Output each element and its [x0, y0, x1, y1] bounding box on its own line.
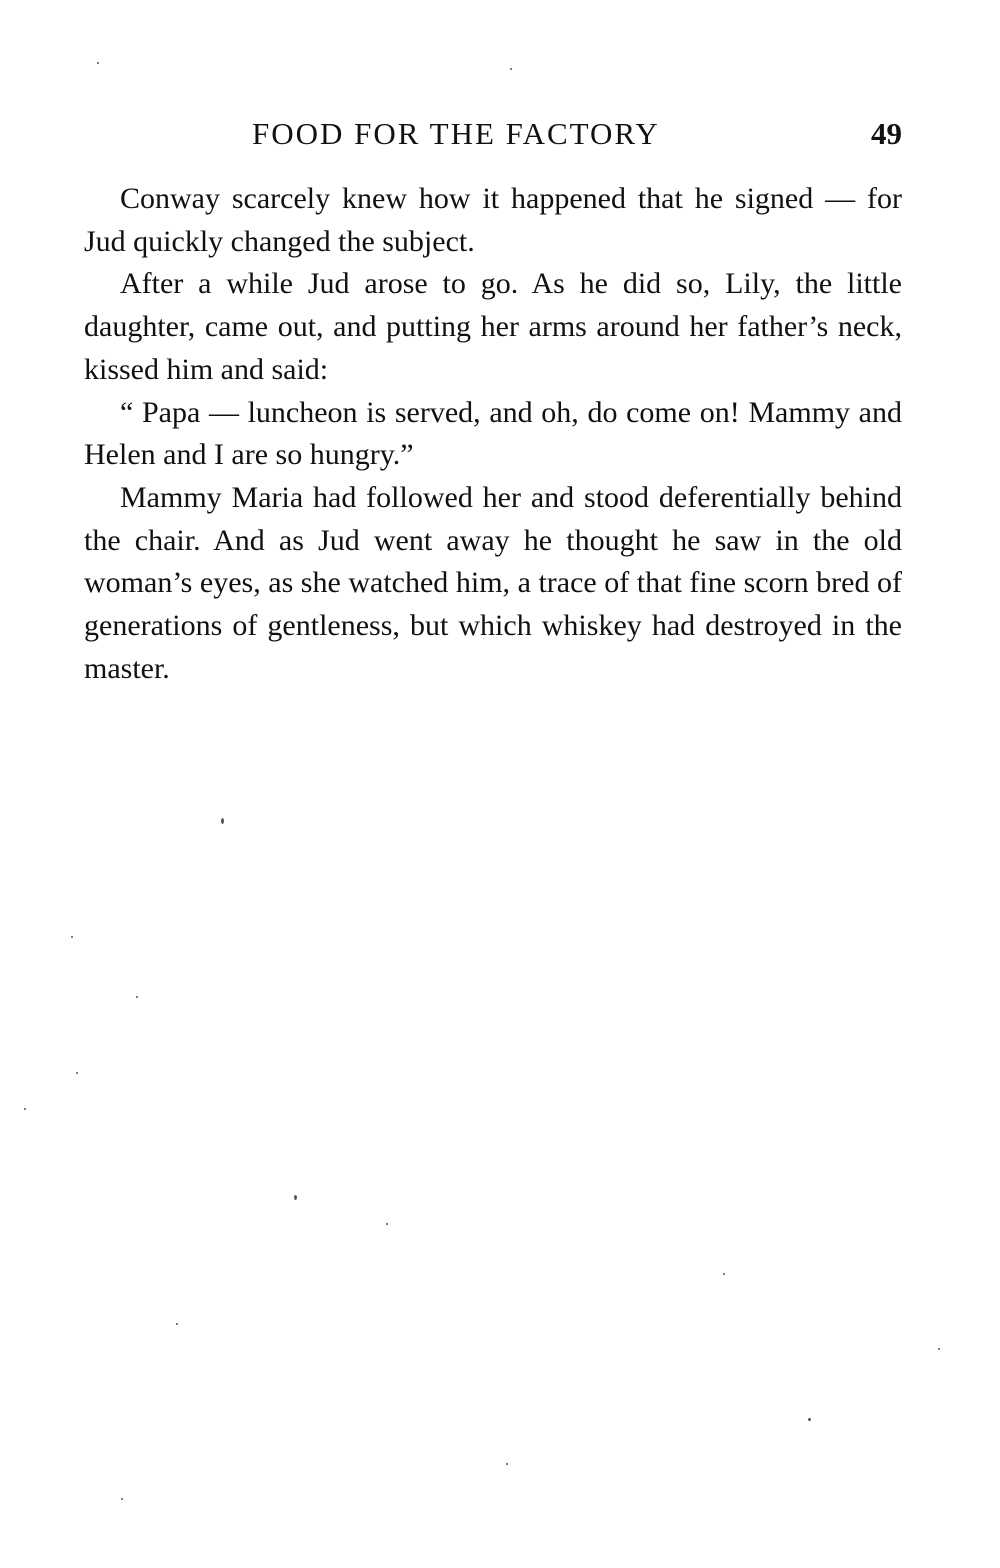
scan-speck: [938, 1348, 940, 1350]
scan-speck: [176, 1323, 178, 1325]
running-head: [84, 112, 902, 156]
scan-speck: [510, 68, 512, 70]
scan-speck: [221, 818, 224, 824]
paragraph-2: After a while Jud arose to go. As he did so, Lily, the little daughter, came out, and putting her arms around her father’s neck, kissed him and said:: [84, 267, 902, 386]
scan-speck: [97, 62, 99, 64]
running-title: FOOD FOR THE FACTORY: [252, 116, 660, 151]
scan-speck: [71, 936, 73, 938]
paragraph-1: Conway scarcely knew how it happened that he signed — for Jud quickly changed the subject.: [84, 182, 902, 258]
paragraph-3: “ Papa — luncheon is served, and oh, do come on! Mammy and Helen and I are so hungry.”: [84, 395, 902, 472]
scan-speck: [506, 1463, 508, 1465]
scan-speck: [121, 1498, 123, 1500]
scan-speck: [76, 1072, 78, 1074]
scan-speck: [294, 1195, 297, 1200]
page-number: 49: [871, 116, 902, 151]
paragraph-4: Mammy Maria had followed her and stood deferentially behind the chair. And as Jud went away he thought he saw in the old woman’s eyes, as she watched him, a trace of that fine scorn bred of generations of gentleness, but which whiskey had destroyed in the master.: [84, 480, 902, 685]
body-text: [84, 178, 902, 690]
scan-speck: [24, 1108, 26, 1110]
scan-speck: [136, 996, 138, 998]
scan-speck: [808, 1418, 811, 1421]
scan-speck: [386, 1223, 388, 1225]
scan-speck: [723, 1273, 725, 1275]
